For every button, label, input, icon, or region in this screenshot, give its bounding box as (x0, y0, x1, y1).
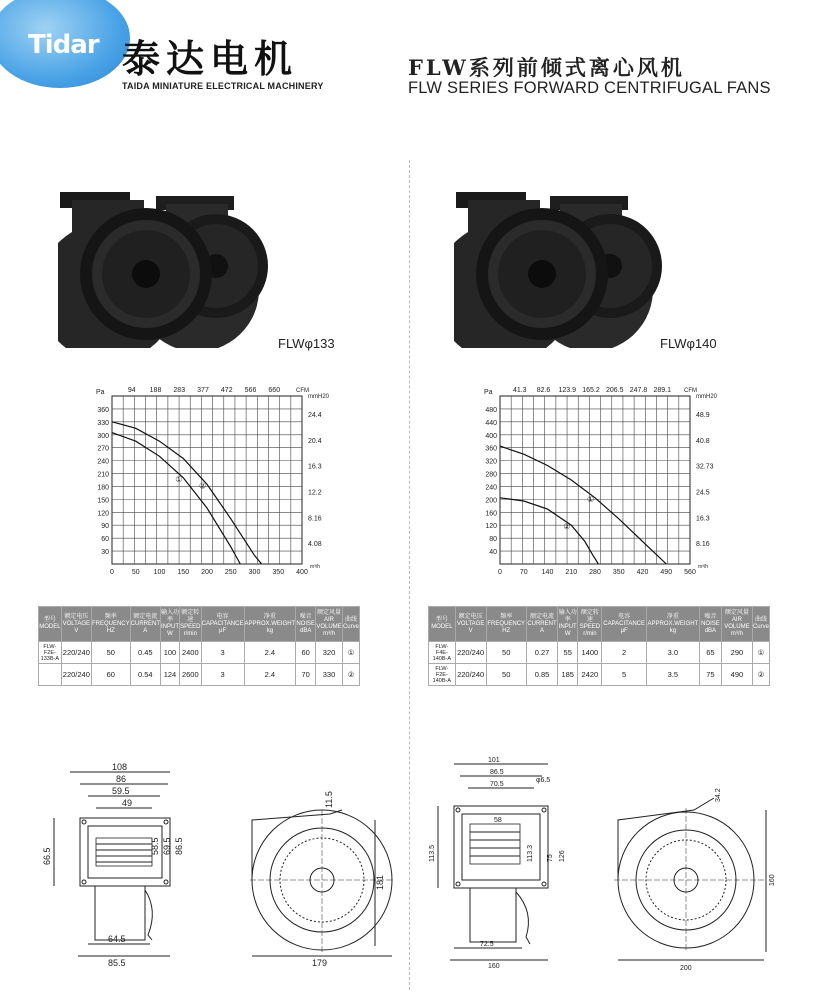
dim-72-5: 72.5 (480, 941, 494, 948)
y-tick-label: 240 (97, 458, 109, 466)
y-tick-label: 300 (97, 432, 109, 440)
right-tick-label: 8.16 (308, 515, 322, 523)
page-title-en: FLW SERIES FORWARD CENTRIFUGAL FANS (408, 79, 771, 97)
y-tick-label: 150 (97, 497, 109, 505)
x-tick-label: 560 (684, 569, 696, 576)
x-tick-label: 350 (272, 569, 285, 576)
table-cell: 490 (721, 664, 752, 686)
dim-66-5: 66.5 (42, 847, 52, 865)
dim-34-2: 34.2 (715, 788, 722, 802)
top-tick-label: 82.6 (536, 387, 551, 394)
y-tick-label: 60 (101, 536, 109, 544)
dim-64-5: 64.5 (108, 934, 126, 944)
table-cell: 70 (296, 664, 316, 686)
table-cell: 220/240 (455, 664, 486, 686)
y-tick-label: 120 (485, 523, 497, 531)
series-label-1: ① (175, 474, 183, 484)
right-axis-unit: mmH20 (696, 394, 718, 400)
top-tick-label: 123.9 (558, 387, 577, 394)
dim-200: 200 (680, 965, 692, 972)
top-tick-label: 188 (149, 387, 162, 394)
right-tick-label: 48.9 (696, 411, 710, 419)
table-cell: 3 (201, 664, 244, 686)
table-header-cell: 型号 MODEL (429, 607, 456, 642)
table-cell: FLW-F2E-140B-A (429, 664, 456, 686)
right-tick-label: 20.4 (308, 437, 322, 445)
dim-58: 58 (494, 817, 502, 824)
performance-chart-140 (452, 378, 722, 578)
table-cell: ① (752, 642, 769, 664)
table-cell: FLW-F4E-140B-A (429, 642, 456, 664)
dim-113-5: 113.5 (429, 845, 436, 862)
top-axis-unit: CFM (296, 388, 309, 394)
table-cell: ② (752, 664, 769, 686)
table-row (39, 664, 360, 686)
table-row (39, 642, 360, 664)
table-cell: ② (342, 664, 359, 686)
y-axis-unit: Pa (96, 389, 105, 396)
dim-181: 181 (375, 874, 385, 890)
table-cell: 65 (699, 642, 721, 664)
page-title-cn: FLW系列前倾式离心风机 (408, 55, 685, 80)
chart-grid (500, 396, 690, 564)
plot-frame (500, 396, 690, 564)
dim-75: 75 (547, 854, 554, 862)
x-tick-label: 70 (519, 569, 528, 576)
y-tick-label: 440 (485, 419, 497, 427)
dim-108: 108 (112, 762, 128, 772)
dim-160-w: 160 (488, 963, 500, 970)
table-cell: 3.0 (646, 642, 699, 664)
y-tick-label: 240 (485, 484, 497, 492)
x-tick-label: 300 (248, 569, 261, 576)
table-header-cell: 输入功率 INPUT W (558, 607, 578, 642)
x-tick-label: 420 (636, 569, 649, 576)
table-cell: 220/240 (61, 664, 91, 686)
top-tick-label: 247.8 (629, 387, 648, 394)
series-label-2: ② (199, 481, 207, 491)
table-header-cell: 输入功率 INPUT W (160, 607, 179, 642)
table-cell: FLW-F2E-133B-A (39, 642, 62, 664)
table-cell: 60 (296, 642, 316, 664)
table-header-cell: 额定风量 AIR VOLUME m³/h (721, 607, 752, 642)
y-tick-label: 360 (485, 445, 497, 453)
brand-name-en: TAIDA MINIATURE ELECTRICAL MACHINERY (122, 81, 324, 91)
table-header-cell: 额定转速 SPEED r/min (578, 607, 602, 642)
series-line-1 (112, 433, 240, 564)
table-cell: 50 (486, 664, 526, 686)
table-cell: 75 (699, 664, 721, 686)
table-header-cell: 额定风量 AIR VOLUME m³/h (316, 607, 343, 642)
y-tick-label: 120 (97, 510, 109, 518)
table-cell: 100 (160, 642, 179, 664)
right-axis-unit: mmH20 (308, 394, 330, 400)
y-tick-label: 80 (489, 536, 497, 544)
y-tick-label: 200 (485, 497, 497, 505)
right-tick-label: 24.5 (696, 489, 710, 497)
table-cell: 3 (201, 642, 244, 664)
dim-59-5: 59.5 (112, 786, 130, 796)
dim-11-5: 11.5 (324, 791, 334, 808)
x-tick-label: 400 (296, 569, 308, 576)
top-tick-label: 660 (268, 387, 281, 394)
top-tick-label: 289.1 (653, 387, 672, 394)
table-header-cell: 曲线 Curve (342, 607, 359, 642)
table-cell: 1400 (578, 642, 602, 664)
dim-70-5: 70.5 (490, 781, 504, 788)
right-tick-label: 24.4 (308, 411, 322, 419)
table-header-cell: 额定电压 VOLTAGE V (61, 607, 91, 642)
y-tick-label: 160 (485, 510, 497, 518)
table-cell: 55 (558, 642, 578, 664)
table-cell: 0.45 (130, 642, 160, 664)
y-tick-label: 90 (101, 523, 109, 531)
series-label-1: ① (587, 494, 595, 504)
table-header-cell: 型号 MODEL (39, 607, 62, 642)
chart-grid (112, 396, 302, 564)
right-tick-label: 40.8 (696, 437, 710, 445)
y-tick-label: 270 (97, 445, 109, 453)
right-tick-label: 16.3 (308, 463, 322, 471)
fan-photo-140 (454, 188, 694, 348)
dim-113-3: 113.3 (527, 845, 534, 862)
x-axis-unit: m³/h (698, 564, 708, 570)
table-cell: 50 (91, 642, 130, 664)
top-tick-label: 566 (244, 387, 257, 394)
table-header-cell: 额定电压 VOLTAGE V (455, 607, 486, 642)
fan-photo-133 (58, 188, 298, 348)
table-cell: 124 (160, 664, 179, 686)
table-header-cell: 电容 CAPACITANCE μF (602, 607, 646, 642)
top-tick-label: 283 (173, 387, 186, 394)
dim-86-5: 86.5 (174, 837, 184, 855)
right-tick-label: 4.08 (308, 541, 322, 549)
top-tick-label: 377 (197, 387, 209, 394)
dim-49: 49 (122, 798, 133, 808)
right-tick-label: 16.3 (696, 515, 710, 523)
dim-58-5: 58.5 (150, 837, 160, 855)
table-header-cell: 频率 FREQUENCY HZ (91, 607, 130, 642)
x-tick-label: 0 (498, 569, 502, 576)
top-tick-label: 41.3 (512, 387, 527, 394)
y-tick-label: 360 (97, 406, 109, 414)
x-axis-unit: m³/h (310, 564, 320, 570)
table-header-cell: 噪音 NOISE dBA (296, 607, 316, 642)
performance-chart-133 (90, 378, 330, 578)
model-label-133: FLWφ133 (278, 336, 335, 351)
x-tick-label: 100 (153, 569, 166, 576)
table-row (429, 642, 770, 664)
dim-86: 86 (116, 774, 127, 784)
top-tick-label: 472 (220, 387, 233, 394)
right-tick-label: 32.73 (696, 463, 714, 471)
table-cell: 50 (486, 642, 526, 664)
table-header-cell: 净重 APPROX.WEIGHT kg (244, 607, 296, 642)
table-header-cell: 额定转速 SPEED r/min (180, 607, 202, 642)
dim-85-5: 85.5 (108, 958, 126, 968)
dim-160-h: 160 (769, 874, 776, 886)
x-tick-label: 490 (660, 569, 673, 576)
table-cell (39, 664, 62, 686)
table-cell: 2 (602, 642, 646, 664)
table-cell: 0.85 (526, 664, 557, 686)
right-tick-label: 12.2 (308, 489, 322, 497)
table-cell: 2600 (180, 664, 202, 686)
dim-86-5-r: 86.5 (490, 769, 504, 776)
x-tick-label: 350 (612, 569, 625, 576)
table-cell: 290 (721, 642, 752, 664)
series-line-1 (500, 446, 666, 564)
top-tick-label: 165.2 (582, 387, 600, 394)
top-tick-label: 94 (127, 387, 136, 394)
table-header-cell: 电容 CAPACITANCE μF (201, 607, 244, 642)
dim-126: 126 (559, 850, 566, 862)
x-tick-label: 280 (589, 569, 601, 576)
table-cell: 220/240 (61, 642, 91, 664)
table-cell: 2400 (180, 642, 202, 664)
table-header-cell: 曲线 Curve (752, 607, 769, 642)
y-tick-label: 30 (101, 549, 109, 557)
spec-table-133 (38, 606, 360, 686)
table-header-cell: 净重 APPROX.WEIGHT kg (646, 607, 699, 642)
table-cell: 2420 (578, 664, 602, 686)
x-tick-label: 200 (201, 569, 213, 576)
table-cell: 60 (91, 664, 130, 686)
y-tick-label: 400 (485, 432, 497, 440)
model-label-140: FLWφ140 (660, 336, 717, 351)
x-tick-label: 0 (110, 569, 114, 576)
logo-wordmark: Tidar (28, 30, 99, 60)
plot-frame (112, 396, 302, 564)
table-cell: 0.27 (526, 642, 557, 664)
table-cell: 2.4 (244, 664, 296, 686)
table-row (429, 664, 770, 686)
table-cell: 0.54 (130, 664, 160, 686)
dim-101: 101 (488, 757, 500, 764)
x-tick-label: 210 (565, 569, 578, 576)
table-header-cell: 频率 FREQUENCY HZ (486, 607, 526, 642)
x-tick-label: 150 (177, 569, 190, 576)
table-header-cell: 额定电流 CURRENT A (526, 607, 557, 642)
table-cell: 5 (602, 664, 646, 686)
brand-name-cn: 泰达电机 (122, 36, 299, 81)
series-line-2 (500, 498, 598, 564)
table-cell: 220/240 (455, 642, 486, 664)
table-cell: 3.5 (646, 664, 699, 686)
y-axis-unit: Pa (484, 389, 493, 396)
top-axis-unit: CFM (684, 388, 697, 394)
top-tick-label: 206.5 (605, 387, 624, 394)
table-cell: ① (342, 642, 359, 664)
table-cell: 320 (316, 642, 343, 664)
y-tick-label: 320 (485, 458, 497, 466)
table-header-cell: 额定电流 CURRENT A (130, 607, 160, 642)
right-tick-label: 8.16 (696, 541, 710, 549)
y-tick-label: 330 (97, 419, 109, 427)
dimension-drawing-140 (424, 752, 804, 972)
y-tick-label: 280 (485, 471, 497, 479)
dim-phi-6-5: φ6.5 (536, 777, 551, 784)
series-label-2: ② (563, 522, 571, 532)
x-tick-label: 140 (541, 569, 554, 576)
dim-179: 179 (312, 958, 328, 968)
y-tick-label: 480 (485, 406, 497, 414)
y-tick-label: 180 (97, 484, 109, 492)
table-cell: 2.4 (244, 642, 296, 664)
table-cell: 330 (316, 664, 343, 686)
y-tick-label: 210 (97, 471, 109, 479)
dimension-drawing-133 (40, 760, 410, 970)
x-tick-label: 50 (131, 569, 140, 576)
spec-table-140 (428, 606, 770, 686)
table-header-cell: 噪音 NOISE dBA (699, 607, 721, 642)
y-tick-label: 40 (489, 549, 497, 557)
dim-69-5: 69.5 (162, 837, 172, 855)
x-tick-label: 250 (224, 569, 237, 576)
table-cell: 185 (558, 664, 578, 686)
